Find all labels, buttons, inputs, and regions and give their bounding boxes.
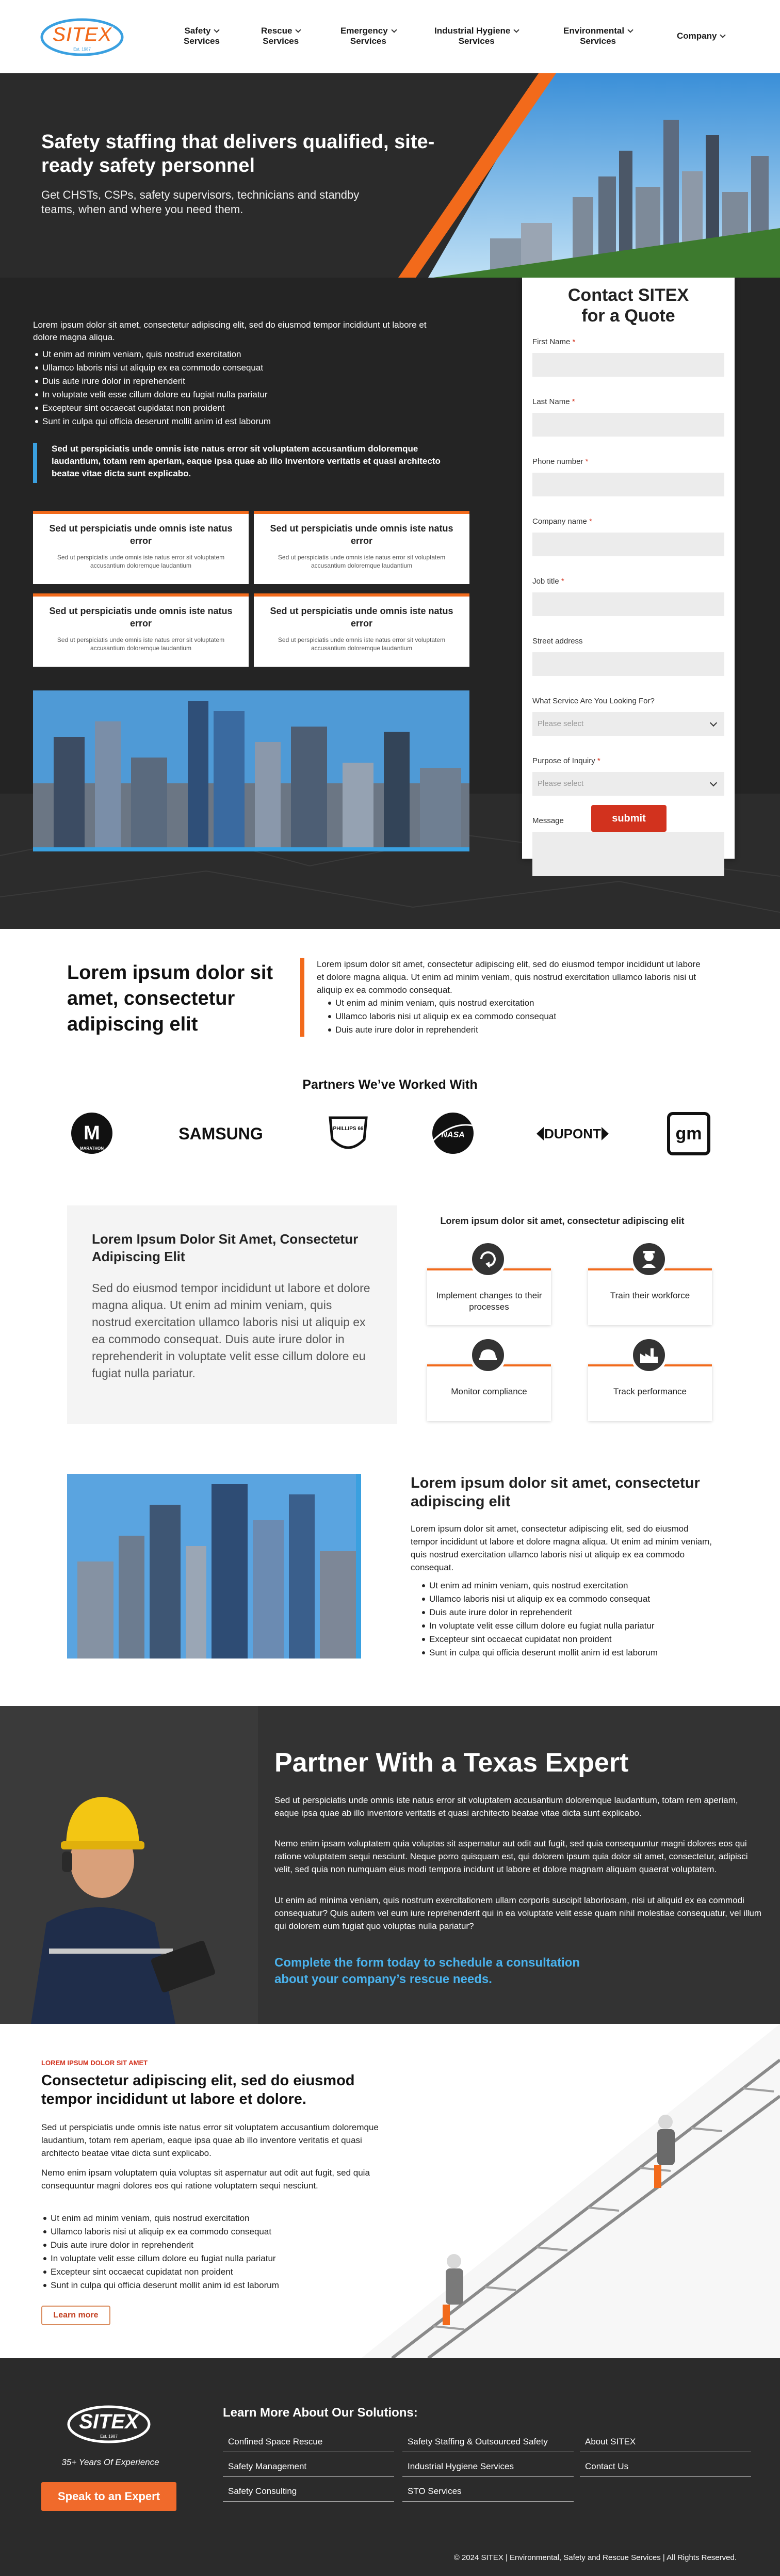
hero-title: Safety staffing that delivers qualified, site-ready safety personnel	[41, 131, 435, 176]
contact-form	[522, 278, 735, 859]
ladder-climbers-image	[361, 2024, 780, 2358]
first-name-input[interactable]	[532, 353, 724, 377]
footer-link[interactable]: Confined Space Rescue	[223, 2433, 394, 2452]
info-card	[254, 593, 469, 667]
message-label: Message	[532, 816, 564, 825]
service-select[interactable]: Please select	[532, 712, 724, 736]
service-label: What Service Are You Looking For?	[532, 697, 655, 705]
ladder-section	[0, 2024, 780, 2358]
list-item: Duis aute irure dolor in reprehenderit	[41, 2239, 402, 2252]
last-name-label: Last Name *	[532, 397, 575, 406]
sitex-logo[interactable]	[38, 13, 126, 59]
street-input[interactable]	[532, 652, 724, 676]
list-item: In voluptate velit esse cillum dolore eu fugiat nulla pariatur	[420, 1619, 715, 1633]
card-title: Sed ut perspiciatis unde omnis iste natus error	[270, 523, 453, 546]
nav-environmental-services[interactable]: Environmental Services	[563, 26, 632, 46]
ladder-paragraph: Sed ut perspiciatis unde omnis iste natus error sit voluptatem accusantium doloremque laudantium, totam rem aperiam, eaque ipsa quae ab illo inventore veritatis et quasi architecto beatae vitae dicta sunt explicabo.	[41, 2122, 379, 2158]
section4-bullet-list	[420, 1579, 715, 1660]
logo-subtext: Est. 1987	[73, 47, 91, 52]
chevron-down-icon	[391, 27, 397, 33]
intro-quote: Sed ut perspiciatis unde omnis iste natus error sit voluptatem accusantium doloremque laudantium, totam rem aperiam, eaque ipsa quae ab illo inventore veritatis et quasi architecto beatae vitae dicta sunt explicabo.	[33, 443, 469, 483]
svg-text:SAMSUNG: SAMSUNG	[178, 1124, 263, 1143]
list-item: In voluptate velit esse cillum dolore eu fugiat nulla pariatur	[33, 388, 435, 401]
phillips-66-logo	[325, 1110, 371, 1157]
list-item: Sunt in culpa qui officia deserunt mollit anim id est laborum	[33, 415, 435, 428]
nasa-logo	[428, 1110, 478, 1157]
footer-heading: Learn More About Our Solutions:	[223, 2406, 418, 2420]
svg-text:PHILLIPS 66: PHILLIPS 66	[333, 1126, 364, 1132]
list-item: Excepteur sint occaecat cupidatat non proident	[41, 2265, 402, 2279]
svg-text:MARATHON: MARATHON	[79, 1146, 104, 1151]
texas-paragraph: Nemo enim ipsam voluptatem quia voluptas sit aspernatur aut odit aut fugit, sed quia consequuntur magni dolores eos qui ratione voluptatem sequi nesciunt. Neque porro quisquam est, qui dolorem ipsum quia dolor sit amet, consectetur, adipisci velit, sed quia non numquam eius modi tempora incidunt ut labore et dolore magnam aliquam quaerat voluptatem.	[274, 1839, 748, 1874]
section3-box	[67, 1205, 397, 1424]
first-name-label: First Name *	[532, 337, 576, 346]
intro-paragraph: Lorem ipsum dolor sit amet, consectetur adipiscing elit, sed do eiusmod tempor incididunt ut labore et dolore magna aliqua.	[33, 320, 427, 342]
job-title-label: Job title *	[532, 577, 564, 586]
feature-label: Track performance	[613, 1387, 687, 1396]
nav-emergency-services[interactable]: Emergency Services	[340, 26, 396, 46]
compliance-icon	[469, 1337, 507, 1374]
list-item: Ullamco laboris nisi ut aliquip ex ea commodo consequat	[326, 1010, 703, 1023]
svg-text:NASA: NASA	[441, 1131, 465, 1139]
footer-link[interactable]: Safety Consulting	[223, 2482, 394, 2502]
site-header	[0, 0, 780, 73]
list-item: Ut enim ad minim veniam, quis nostrud exercitation	[326, 996, 703, 1010]
copyright: © 2024 SITEX | Environmental, Safety and Rescue Services | All Rights Reserved.	[453, 2553, 737, 2562]
nav-safety-services[interactable]: Safety Services	[184, 26, 220, 46]
hero-subtitle: Get CHSTs, CSPs, safety supervisors, technicians and standby teams, when and where you need them.	[41, 188, 360, 216]
company-label: Company name *	[532, 517, 592, 526]
chevron-down-icon	[514, 27, 519, 33]
section4-heading: Lorem ipsum dolor sit amet, consectetur adipiscing elit	[411, 1475, 700, 1510]
message-textarea[interactable]	[532, 832, 724, 876]
ladder-paragraph: Nemo enim ipsam voluptatem quia voluptas sit aspernatur aut odit aut fugit, sed quia consequuntur magni dolores eos qui ratione voluptatem sequi nesciunt.	[41, 2168, 370, 2191]
section3-heading: Lorem Ipsum Dolor Sit Amet, Consectetur Adipiscing Elit	[92, 1231, 359, 1264]
section2-body	[300, 958, 703, 1037]
list-item: Sunt in culpa qui officia deserunt mollit anim id est laborum	[41, 2279, 402, 2292]
list-item: Excepteur sint occaecat cupidatat non proident	[33, 401, 435, 415]
street-label: Street address	[532, 637, 583, 646]
hero-banner	[0, 73, 780, 278]
list-item: Duis aute irure dolor in reprehenderit	[326, 1023, 703, 1037]
marathon-logo	[67, 1110, 117, 1157]
features-heading: Lorem ipsum dolor sit amet, consectetur adipiscing elit	[440, 1216, 685, 1226]
list-item: Ut enim ad minim veniam, quis nostrud exercitation	[420, 1579, 715, 1592]
card-desc: Sed ut perspiciatis unde omnis iste natus error sit voluptatem accusantium doloremque laudantium	[57, 554, 225, 569]
safety-worker-image	[0, 1706, 258, 2024]
factory-icon	[630, 1337, 668, 1374]
section2-bullet-list	[326, 996, 703, 1037]
dupont-logo	[531, 1110, 614, 1157]
info-card	[33, 593, 249, 667]
info-card	[254, 511, 469, 584]
card-title: Sed ut perspiciatis unde omnis iste natus error	[49, 606, 233, 629]
logo-text: SITEX	[52, 23, 112, 46]
card-title: Sed ut perspiciatis unde omnis iste natus error	[270, 606, 453, 629]
phone-input[interactable]	[532, 473, 724, 496]
texas-expert-section	[0, 1706, 780, 2024]
list-item: Excepteur sint occaecat cupidatat non proident	[420, 1633, 715, 1646]
texas-heading: Partner With a Texas Expert	[274, 1748, 629, 1778]
section2-paragraph: Lorem ipsum dolor sit amet, consectetur adipiscing elit, sed do eiusmod tempor incididunt ut labore et dolore magna aliqua. Ut enim ad minim veniam, quis nostrud exercitation ullamco laboris nisi ut aliquip ex ea commodo consequat.	[317, 959, 701, 995]
texas-cta[interactable]: Complete the form today to schedule a consultation about your company’s rescue needs.	[274, 1956, 580, 1986]
chevron-down-icon	[214, 27, 220, 33]
footer-link[interactable]: About SITEX	[580, 2433, 751, 2452]
feature-label: Train their workforce	[610, 1291, 690, 1300]
site-footer	[0, 2358, 780, 2576]
worker-icon	[630, 1241, 668, 1278]
company-input[interactable]	[532, 533, 724, 556]
intro-bullet-list	[33, 348, 435, 428]
svg-text:gm: gm	[675, 1124, 702, 1144]
card-desc: Sed ut perspiciatis unde omnis iste natus error sit voluptatem accusantium doloremque laudantium	[57, 636, 225, 652]
city-skyline-image	[33, 690, 469, 851]
job-title-input[interactable]	[532, 592, 724, 616]
gm-logo	[665, 1110, 712, 1157]
list-item: Ut enim ad minim veniam, quis nostrud exercitation	[33, 348, 435, 361]
list-item: Ullamco laboris nisi ut aliquip ex ea commodo consequat	[420, 1592, 715, 1606]
samsung-logo	[170, 1110, 271, 1157]
partners-heading: Partners We’ve Worked With	[302, 1077, 478, 1092]
chevron-down-icon	[720, 32, 726, 38]
list-item: Duis aute irure dolor in reprehenderit	[33, 375, 435, 388]
feature-label: Implement changes to their processes	[436, 1291, 542, 1312]
card-desc: Sed ut perspiciatis unde omnis iste natus error sit voluptatem accusantium doloremque laudantium	[278, 554, 446, 569]
list-item: Ullamco laboris nisi ut aliquip ex ea commodo consequat	[41, 2225, 402, 2239]
learn-more-button[interactable]: Learn more	[41, 2306, 110, 2325]
feature-label: Monitor compliance	[451, 1387, 527, 1396]
phone-label: Phone number *	[532, 457, 589, 466]
list-item: Ullamco laboris nisi ut aliquip ex ea commodo consequat	[33, 361, 435, 375]
list-item: Sunt in culpa qui officia deserunt mollit anim id est laborum	[420, 1646, 715, 1660]
footer-link[interactable]: Industrial Hygiene Services	[402, 2457, 574, 2477]
texas-paragraph: Sed ut perspiciatis unde omnis iste natus error sit voluptatem accusantium doloremque laudantium, totam rem aperiam, eaque ipsa quae ab illo inventore veritatis et quasi architecto beatae vitae dicta sunt explicabo.	[274, 1795, 738, 1818]
chevron-down-icon	[627, 27, 633, 33]
svg-text:Est. 1987: Est. 1987	[100, 2434, 118, 2439]
svg-text:M: M	[84, 1122, 100, 1144]
nav-rescue-services[interactable]: Rescue Services	[261, 26, 300, 46]
section4-paragraph: Lorem ipsum dolor sit amet, consectetur adipiscing elit, sed do eiusmod tempor incididunt ut labore et dolore magna aliqua. Ut enim ad minim veniam, quis nostrud exercitation ullamco laboris nisi ut aliquip ex ea commodo consequat.	[411, 1524, 712, 1572]
city-buildings-image	[67, 1474, 361, 1659]
texas-paragraph: Ut enim ad minima veniam, quis nostrum exercitationem ullam corporis suscipit laboriosam, nisi ut aliquid ex ea commodi consequatur? Quis autem vel eum iure reprehenderit qui in ea voluptate velit esse quam nihil molestiae consequatur, vel illum qui dolorem eum fugiat quo voluptas nulla pariatur?	[274, 1895, 762, 1931]
section3-paragraph: Sed do eiusmod tempor incididunt ut labore et dolore magna aliqua. Ut enim ad minim veniam, quis nostrud exercitation ullamco laboris nisi ut aliquip ex ea commodo consequat. Duis aute irure dolor in reprehenderit in voluptate velit esse cillum dolore eu fugiat nulla pariatur.	[92, 1281, 370, 1380]
form-title: Contact SITEX for a Quote	[567, 285, 689, 326]
footer-sitex-logo[interactable]	[65, 2401, 153, 2448]
footer-link[interactable]: Safety Management	[223, 2457, 394, 2477]
section2-heading: Lorem ipsum dolor sit amet, consectetur adipiscing elit	[67, 962, 273, 1035]
ladder-heading: Consectetur adipiscing elit, sed do eiusmod tempor incididunt ut labore et dolore.	[41, 2072, 355, 2107]
footer-link[interactable]: Safety Staffing & Outsourced Safety	[402, 2433, 574, 2452]
purpose-label: Purpose of Inquiry *	[532, 756, 600, 765]
svg-text:DUPONT: DUPONT	[544, 1126, 601, 1141]
dark-content-section	[0, 278, 780, 929]
ladder-kicker: LOREM IPSUM DOLOR SIT AMET	[41, 2059, 148, 2067]
card-desc: Sed ut perspiciatis unde omnis iste natus error sit voluptatem accusantium doloremque laudantium	[278, 636, 446, 652]
footer-link[interactable]: STO Services	[402, 2482, 574, 2502]
last-name-input[interactable]	[532, 413, 724, 437]
svg-text:SITEX: SITEX	[79, 2410, 139, 2433]
submit-button[interactable]: submit	[591, 805, 667, 832]
footer-tagline: 35+ Years Of Experience	[61, 2457, 159, 2467]
nav-industrial-hygiene-services[interactable]: Industrial Hygiene Services	[434, 26, 518, 46]
info-card	[33, 511, 249, 584]
list-item: Duis aute irure dolor in reprehenderit	[420, 1606, 715, 1619]
footer-link[interactable]: Contact Us	[580, 2457, 751, 2477]
section4	[411, 1474, 715, 1660]
purpose-select[interactable]: Please select	[532, 772, 724, 796]
ladder-bullet-list	[41, 2212, 402, 2292]
chevron-down-icon	[296, 27, 301, 33]
list-item: In voluptate velit esse cillum dolore eu fugiat nulla pariatur	[41, 2252, 402, 2265]
card-title: Sed ut perspiciatis unde omnis iste natus error	[49, 523, 233, 546]
process-icon	[469, 1241, 507, 1278]
intro-block	[33, 319, 435, 428]
nav-company[interactable]: Company	[677, 31, 725, 41]
speak-to-expert-button[interactable]: Speak to an Expert	[41, 2482, 176, 2511]
list-item: Ut enim ad minim veniam, quis nostrud exercitation	[41, 2212, 402, 2225]
